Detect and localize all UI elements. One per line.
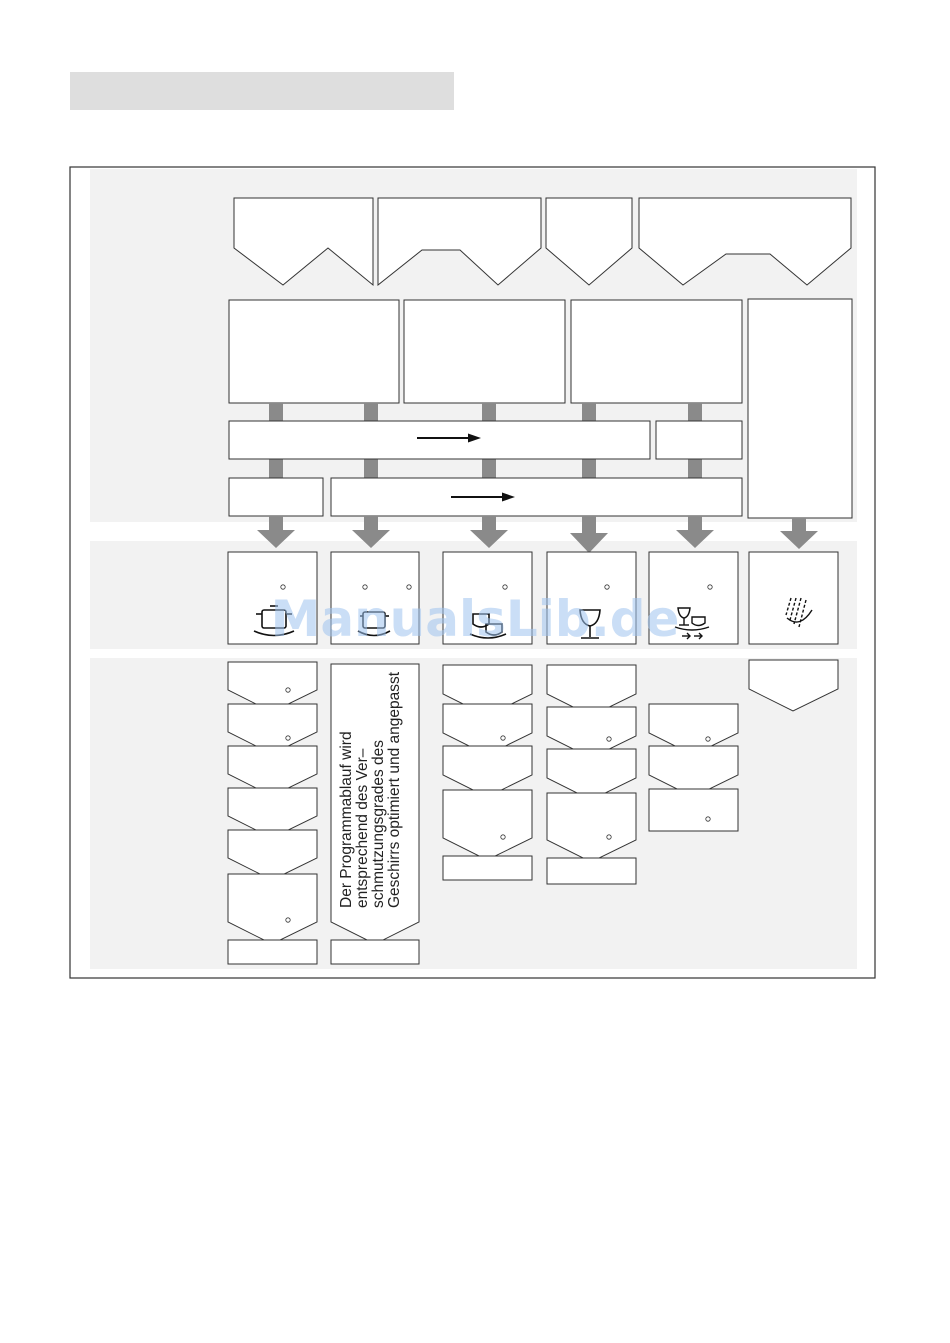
- note-line-1: Der Programmablauf wird: [338, 731, 355, 908]
- phase-5-end: [649, 789, 738, 831]
- note-line-2: entsprechend des Ver–: [354, 748, 371, 908]
- upper-box-3: [571, 300, 742, 403]
- watermark: ManualsLib.de: [270, 590, 680, 648]
- upper-box-tall: [748, 299, 852, 518]
- range-bar-1: [229, 421, 650, 459]
- program-box-6: [749, 552, 838, 644]
- phase-2-end: [331, 940, 419, 964]
- upper-box-1: [229, 300, 399, 403]
- header-bar: [70, 72, 454, 110]
- note-line-3: schmutzungsgrades des: [370, 739, 387, 908]
- range-bar-2a: [229, 478, 323, 516]
- note-line-4: Geschirrs optimiert und angepasst: [386, 671, 403, 908]
- upper-box-2: [404, 300, 565, 403]
- phase-4-end: [547, 858, 636, 884]
- range-bar-1b: [656, 421, 742, 459]
- phase-3-end: [443, 856, 532, 880]
- phase-1-end: [228, 940, 317, 964]
- range-bar-2b: [331, 478, 742, 516]
